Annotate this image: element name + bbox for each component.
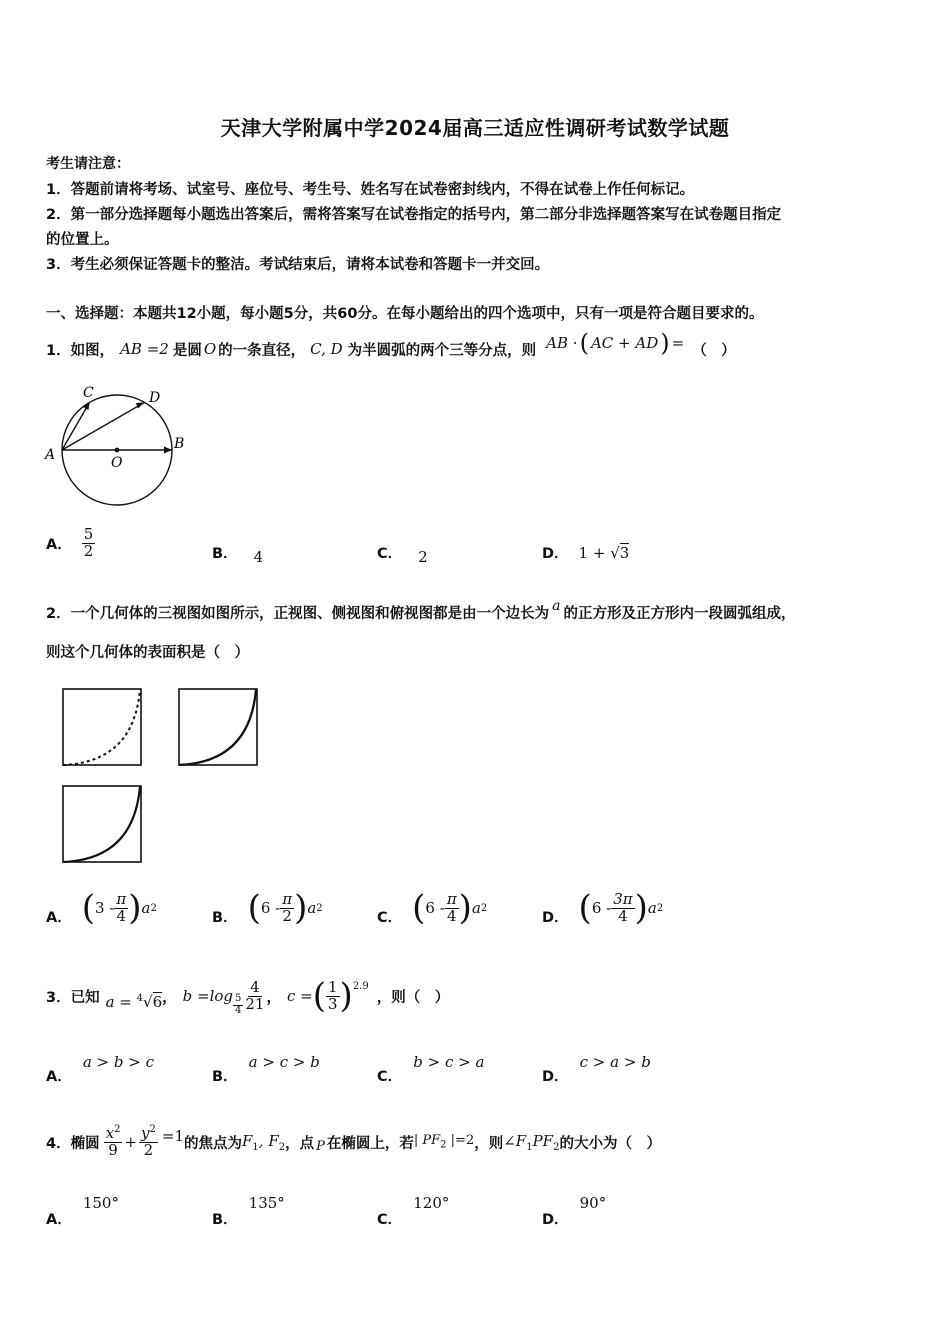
q2-option-d — [542, 880, 663, 936]
q3-tail: ，则（ ） — [376, 989, 450, 1006]
q3-b-base-den: 4 — [235, 1004, 242, 1016]
q2-top-view-arc — [63, 786, 140, 862]
q1-paren-close: ) — [660, 329, 670, 357]
q3-option-c-value: b > c > a — [413, 1053, 485, 1071]
q4-option-b-value: 135° — [248, 1194, 285, 1212]
q3-b-pre: b =log — [182, 987, 234, 1005]
q4-option-a — [46, 1192, 119, 1228]
q2-text-1: 2．一个几何体的三视图如图所示，正视图、侧视图和俯视图都是由一个边长为 — [46, 606, 550, 622]
q4-x: x — [105, 1124, 115, 1143]
q2-option-a-den: 4 — [116, 906, 127, 925]
q2-option-a — [46, 880, 157, 936]
notice-item-1: 1．答题前请将考场、试室号、座位号、考生号、姓名写在试卷密封线内，不得在试卷上作任何标记。 — [46, 182, 695, 198]
q1-center-dot — [115, 448, 120, 453]
q1-option-b — [212, 542, 264, 566]
q2-front-view-dashed-arc — [63, 689, 140, 765]
q3-option-b-label: B． — [212, 1069, 238, 1085]
q2-front-view-square — [63, 689, 141, 765]
q2-option-d-fraction — [611, 889, 634, 925]
q4-ellipse-equation — [104, 1125, 184, 1159]
q3-b-base — [233, 994, 243, 1016]
question-3 — [46, 968, 449, 1024]
q2-option-b-paren-close: ) — [294, 888, 308, 928]
q2-option-a-pre: 3 - — [95, 899, 115, 917]
q1-text-1: 是圆 — [172, 342, 202, 359]
q3-option-a — [46, 1051, 154, 1085]
q1-option-c-value: 2 — [418, 547, 428, 566]
q1-label-a: A — [45, 447, 56, 463]
q2-option-d-paren-close: ) — [634, 888, 648, 928]
q1-option-b-label: B． — [212, 546, 238, 562]
q1-option-d-radicand: 3 — [619, 543, 630, 562]
q2-option-a-label: A． — [46, 909, 72, 926]
q1-option-a-num: 5 — [83, 524, 94, 543]
q2-top-view — [62, 785, 142, 863]
q2-option-a-num: π — [116, 889, 127, 908]
q3-comma-2: ， — [266, 989, 281, 1006]
q2-front-view — [62, 688, 142, 766]
q2-option-c-var: a — [471, 899, 481, 917]
q4-f1: F — [242, 1131, 253, 1150]
q2-option-a-paren-close: ) — [128, 888, 142, 928]
q4-plus: + — [124, 1133, 138, 1151]
q2-option-d-den: 4 — [618, 906, 628, 925]
q1-option-b-value: 4 — [253, 547, 264, 566]
q4-option-c — [377, 1192, 450, 1228]
q1-vector-ad — [62, 402, 145, 450]
section-heading: 一、选择题：本题共12小题，每小题5分，共60分。在每小题给出的四个选项中，只有一项是符合题目要求的。 — [46, 306, 764, 322]
q3-c-fraction — [326, 977, 340, 1013]
q1-answer-blank: （ ） — [692, 342, 736, 359]
q4-angle-sub2: 2 — [553, 1141, 560, 1153]
q4-pf: | PF — [413, 1133, 441, 1149]
q3-option-a-label: A． — [46, 1069, 72, 1085]
q4-option-a-label: A． — [46, 1212, 72, 1228]
q2-option-b — [212, 880, 323, 936]
q2-option-c-paren-close: ) — [458, 888, 472, 928]
q2-option-b-var: a — [307, 899, 317, 917]
q1-equals: = — [671, 334, 685, 352]
q3-option-d — [542, 1051, 651, 1085]
q4-y: y — [141, 1124, 150, 1143]
q4-y-den: 2 — [143, 1141, 154, 1159]
question-2-line-1 — [46, 597, 796, 623]
q4-angle-f: ∠F — [503, 1131, 527, 1150]
q1-expr-ac-ad: AC + AD — [590, 334, 659, 352]
q4-text-1: 的焦点为 — [184, 1135, 242, 1152]
q1-option-c — [377, 542, 428, 566]
q4-option-a-value: 150° — [82, 1194, 119, 1212]
page-title: 天津大学附属中学2024届高三适应性调研考试数学试题 — [220, 116, 730, 140]
question-2-line-2: 则这个几何体的表面积是（ ） — [46, 645, 249, 661]
q1-expr-ab-dot: AB · — [546, 334, 578, 352]
q2-option-d-sup: 2 — [656, 902, 664, 914]
q4-text-3: 在椭圆上，若 — [326, 1135, 414, 1152]
q4-foci: $F_1$, $F_2$ — [242, 1131, 286, 1153]
q3-a-sqrt-sign: √ — [143, 993, 153, 1011]
question-1 — [46, 329, 736, 363]
q4-option-b — [212, 1192, 285, 1228]
q4-f1-sub: 1 — [252, 1141, 259, 1153]
q3-comma-1: ， — [162, 989, 177, 1006]
q3-c-paren-open: ( — [312, 976, 326, 1016]
q2-option-b-paren-open: ( — [247, 888, 261, 928]
q4-y-sq: 2 — [149, 1124, 156, 1136]
q3-c-pre: c = — [286, 987, 313, 1005]
question-4 — [46, 1112, 661, 1172]
q1-arrow-b — [164, 447, 172, 454]
q4-angle — [503, 1132, 559, 1153]
q2-option-b-den: 2 — [282, 906, 292, 925]
q4-option-d — [542, 1192, 607, 1228]
q2-option-a-sup: 2 — [150, 902, 157, 914]
q4-text-5: 的大小为（ ） — [559, 1135, 661, 1152]
q3-b-den: 21 — [245, 994, 265, 1013]
q1-arrow-d — [136, 402, 145, 408]
q3-option-d-label: D． — [542, 1069, 569, 1085]
q2-side-view-arc — [179, 689, 256, 765]
q2-option-a-var: a — [141, 899, 151, 917]
q4-eq-one: =1 — [161, 1127, 184, 1145]
q4-point-p: P — [316, 1138, 325, 1154]
q3-a-radicand: 6 — [152, 993, 163, 1011]
q4-x-sq: 2 — [114, 1124, 121, 1136]
q3-c-paren-close: ) — [339, 976, 353, 1016]
q1-text-3: 为半圆弧的两个三等分点，则 — [347, 342, 537, 359]
q1-label-b: B — [174, 436, 185, 452]
q3-a-index: 4 — [136, 993, 144, 1004]
q4-angle-sub1: 1 — [526, 1141, 533, 1153]
q2-option-c-sup: 2 — [480, 902, 488, 914]
q3-a-expr — [106, 993, 163, 1011]
q2-option-c-den: 4 — [446, 906, 457, 925]
q3-c-den: 3 — [328, 994, 338, 1013]
q2-option-b-label: B． — [212, 909, 238, 926]
q1-option-d — [542, 542, 629, 563]
q2-option-c-expr — [412, 888, 488, 928]
q4-f2-sub: 2 — [278, 1141, 286, 1153]
q2-option-a-expr — [81, 888, 157, 928]
q1-number: 1．如图， — [46, 342, 115, 359]
q1-option-a-label: A． — [46, 536, 72, 553]
q2-option-c-num: π — [446, 889, 457, 908]
notice-item-3: 3．考生必须保证答题卡的整洁。考试结束后，请将本试卷和答题卡一并交回。 — [46, 257, 550, 273]
notice-item-2: 2．第一部分选择题每小题选出答案后，需将答案写在试卷指定的括号内，第二部分非选择题答案写在试卷题目指定 — [46, 207, 782, 223]
q2-option-c-label: C． — [377, 909, 403, 926]
q2-option-a-fraction — [114, 889, 128, 925]
q3-option-d-value: c > a > b — [579, 1053, 651, 1071]
q2-option-c-paren-open: ( — [412, 888, 426, 928]
q2-option-c-fraction — [445, 889, 459, 925]
q4-x-fraction — [104, 1125, 123, 1159]
q2-option-b-num: π — [282, 889, 293, 908]
q1-label-o: O — [111, 455, 123, 471]
q4-text-2: ，点 — [285, 1135, 315, 1152]
q4-text-4: ，则 — [474, 1135, 504, 1152]
q1-text-2: 的一条直径， — [218, 342, 306, 359]
q3-c-exponent: 2.9 — [352, 981, 369, 992]
q2-var-a: a — [552, 597, 561, 614]
q4-condition — [414, 1133, 474, 1151]
q1-option-d-sqrt-sign: √ — [610, 543, 620, 562]
q1-option-c-label: C． — [377, 546, 403, 562]
q4-angle-pf: PF — [532, 1131, 554, 1150]
q3-number: 3．已知 — [46, 989, 100, 1006]
notice-item-2-cont: 的位置上。 — [46, 232, 119, 248]
q1-expr-ab: AB =2 — [120, 340, 169, 358]
q4-x-den: 9 — [108, 1141, 118, 1159]
q3-c-num: 1 — [328, 977, 338, 996]
q3-b-num: 4 — [250, 977, 260, 996]
q2-option-d-paren-open: ( — [578, 888, 592, 928]
q1-option-d-expr — [579, 544, 630, 562]
q2-option-c-pre: 6 - — [425, 899, 445, 917]
q4-number: 4．椭圆 — [46, 1135, 100, 1152]
q3-c-expr — [286, 976, 369, 1016]
q2-option-d-num: 3π — [613, 889, 633, 908]
q2-option-a-paren-open: ( — [81, 888, 95, 928]
q1-option-d-pre: 1 + — [578, 543, 611, 562]
q1-option-d-label: D． — [542, 546, 569, 562]
q1-label-d: D — [149, 390, 161, 406]
q3-option-b — [212, 1051, 320, 1085]
q3-option-c-label: C． — [377, 1069, 403, 1085]
q1-cd: C, D — [310, 340, 343, 358]
q3-b-base-num: 5 — [235, 993, 242, 1004]
q4-option-b-label: B． — [212, 1212, 238, 1228]
q1-o: O — [203, 340, 217, 358]
q3-option-c — [377, 1051, 485, 1085]
q2-option-d-expr — [578, 888, 664, 928]
q2-option-b-pre: 6 - — [260, 899, 281, 917]
q2-option-b-expr — [247, 888, 323, 928]
q4-pf-sub: 2 — [440, 1139, 447, 1151]
q3-a-pre: a = — [105, 993, 132, 1011]
q2-option-d-label: D． — [542, 909, 569, 926]
q4-pf-tail: |=2 — [446, 1133, 475, 1149]
q4-option-d-label: D． — [542, 1212, 569, 1228]
q2-option-c — [377, 880, 487, 936]
q3-b-expr — [183, 976, 267, 1016]
q1-option-a-fraction — [82, 524, 96, 560]
q3-option-b-value: a > c > b — [248, 1053, 320, 1071]
q2-option-b-fraction — [280, 889, 294, 925]
q1-circle-figure — [40, 380, 200, 510]
q4-option-c-label: C． — [377, 1212, 403, 1228]
notice-heading: 考生请注意： — [46, 156, 130, 172]
q4-option-c-value: 120° — [413, 1194, 450, 1212]
q1-option-a-den: 2 — [83, 541, 94, 560]
q3-b-fraction — [243, 977, 266, 1013]
q1-label-c: C — [83, 385, 94, 401]
q4-y-fraction — [139, 1125, 158, 1159]
q4-option-d-value: 90° — [579, 1194, 607, 1212]
q2-option-d-pre: 6 - — [591, 899, 612, 917]
q1-paren-open: ( — [579, 329, 589, 357]
q2-option-b-sup: 2 — [316, 902, 323, 914]
q2-text-2: 的正方形及正方形内一段圆弧组成， — [563, 606, 796, 622]
q2-option-d-var: a — [647, 899, 657, 917]
q3-option-a-value: a > b > c — [82, 1053, 154, 1071]
q4-f2: F — [268, 1131, 279, 1150]
q1-option-a — [46, 518, 95, 568]
q2-side-view — [178, 688, 258, 766]
